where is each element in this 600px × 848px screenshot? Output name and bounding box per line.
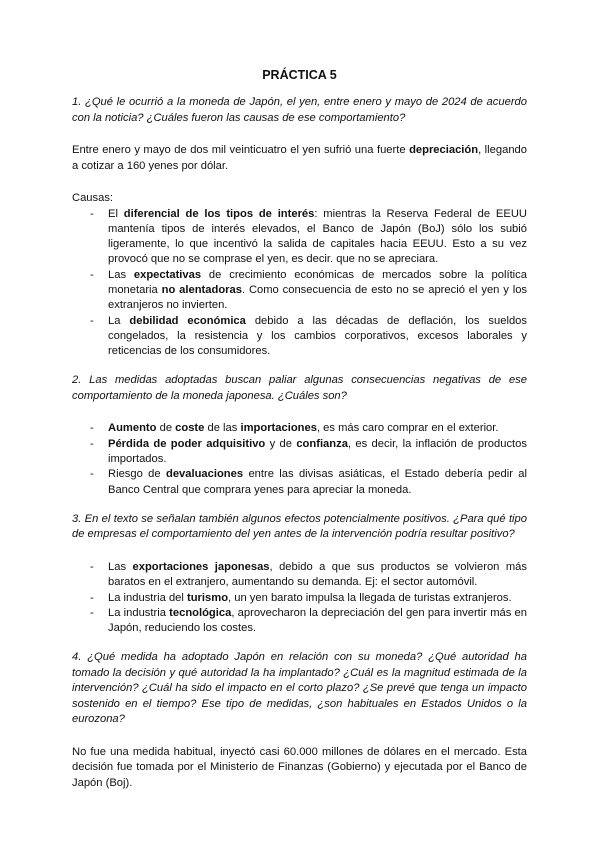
list-item: - El diferencial de los tipos de interés: mientras la Reserva Federal de EEUU mantenía tipos de interés elevados, el Banco de Japón (BoJ) sólo los subió ligeramente, lo que incentivó la salida de capitales hacia EEUU. Esto a su vez provocó que no se comprase el yen, es decir. que no se apreciara.: [72, 207, 527, 268]
question-4: 4. ¿Qué medida ha adoptado Japón en relación con su moneda? ¿Qué autoridad ha tomado la decisión y qué autoridad la ha implantado? ¿Cuál es la magnitud estimada de la intervención? ¿Cuál ha sido el impacto en el corto plazo? ¿Se prevé que tenga un impacto sostenido en el tiempo? Ese tipo de medidas, ¿son habituales en Estados Unidos o la eurozona?: [72, 651, 527, 726]
list-item: - Las expectativas de crecimiento económicas de mercados sobre la política monetaria no alentadoras. Como consecuencia de esto no se apreció el yen y los extranjeros no invierten.: [72, 268, 527, 314]
question-2: 2. Las medidas adoptadas buscan paliar algunas consecuencias negativas de ese comportamiento de la moneda japonesa. ¿Cuáles son?: [72, 374, 527, 402]
list-item: - La debilidad económica debido a las décadas de deflación, los sueldos congelados, la resistencia y los cambios corporativos, excesos laborales y reticencias de los consumidores.: [72, 314, 527, 360]
positive-effects-list: [72, 560, 527, 636]
list-item: - Aumento de coste de las importaciones, es más caro comprar en el exterior.: [72, 421, 527, 436]
answer-1-paragraph: Entre enero y mayo de dos mil veinticuatro el yen sufrió una fuerte depreciación, llegando a cotizar a 160 yenes por dólar.: [72, 144, 527, 172]
causes-label: Causas:: [72, 192, 114, 204]
question-1: 1. ¿Qué le ocurrió a la moneda de Japón, el yen, entre enero y mayo de 2024 de acuerdo con la noticia? ¿Cuáles fueron las causas de ese comportamiento?: [72, 96, 527, 124]
question-3: 3. En el texto se señalan también algunos efectos potencialmente positivos. ¿Para qué tipo de empresas el comportamiento del yen antes de la intervención podría resultar positivo?: [72, 512, 527, 541]
causes-list: [72, 207, 527, 360]
document-page: [72, 68, 527, 791]
list-item: - Pérdida de poder adquisitivo y de confianza, es decir, la inflación de productos importados.: [72, 437, 527, 468]
page-title: PRÁCTICA 5: [262, 68, 337, 82]
list-item: - La industria tecnológica, aprovecharon la depreciación del gen para invertir más en Japón, reduciendo los costes.: [72, 606, 527, 637]
list-item: - Las exportaciones japonesas, debido a que sus productos se volvieron más baratos en el extranjero, aumentando su demanda. Ej: el sector automóvil.: [72, 560, 527, 591]
list-item: - La industria del turismo, un yen barato impulsa la llegada de turistas extranjeros.: [72, 591, 527, 606]
list-item: - Riesgo de devaluaciones entre las divisas asiáticas, el Estado debería pedir al Banco Central que comprara yenes para apreciar la moneda.: [72, 467, 527, 498]
answer-4-paragraph: No fue una medida habitual, inyectó casi 60.000 millones de dólares en el mercado. Esta decisión fue tomada por el Ministerio de Finanzas (Gobierno) y ejecutada por el Banco de Japón (Boj).: [72, 745, 527, 789]
depreciacion-term: depreciación: [409, 144, 479, 156]
consequences-list: [72, 421, 527, 497]
